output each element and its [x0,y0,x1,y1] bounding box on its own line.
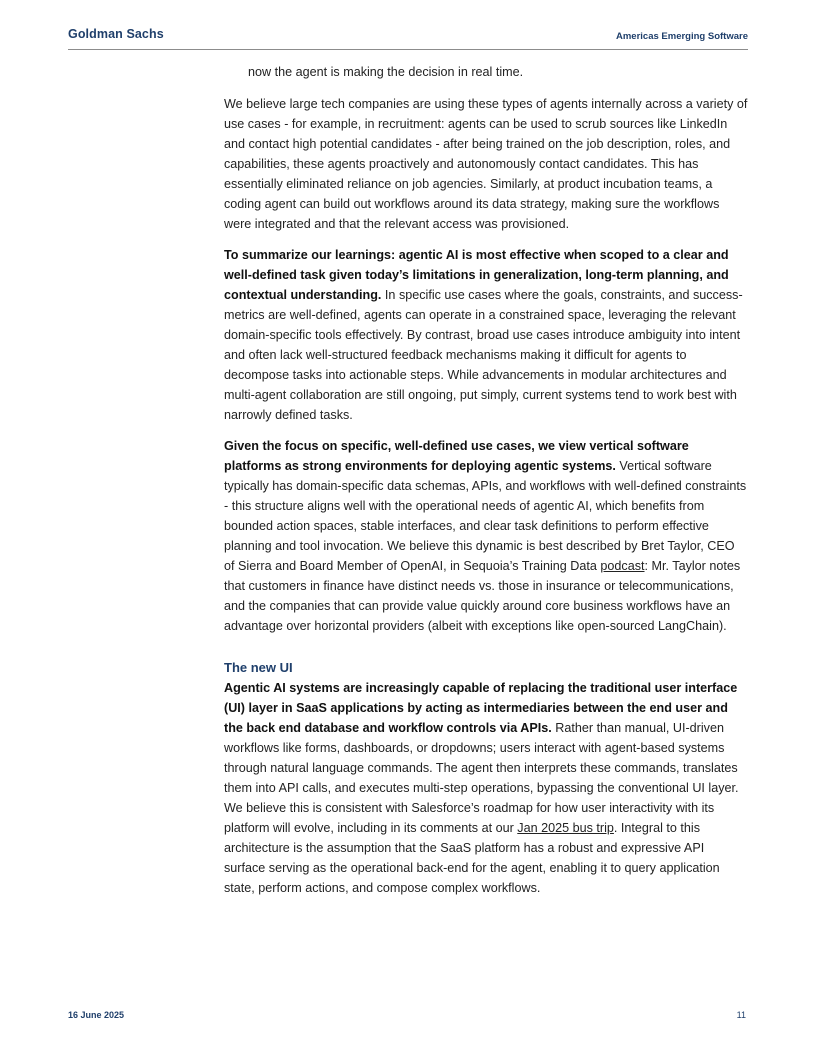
paragraph-vertical-lead: Given the focus on specific, well-defined use cases, we view vertical software platforms as strong environments for deploying agentic systems. [224,439,689,473]
footer-page-number: 11 [736,1010,746,1020]
paragraph-new-ui-lead: Agentic AI systems are increasingly capable of replacing the traditional user interface (UI) layer in SaaS applications by acting as intermediaries between the end user and the back end database and workflow controls via APIs. [224,681,738,735]
paragraph-summary [224,245,748,425]
paragraph-new-ui-text-2: . Integral to this architecture is the assumption that the SaaS platform has a robust and expressive API surface serving as the operational back-end for the agent, enabling it to query application state, perform actions, and compose complex workflows. [224,821,720,895]
paragraph-use-cases: We believe large tech companies are using these types of agents internally across a variety of use cases - for example, in recruitment: agents can be used to scrub sources like LinkedIn and contact high potential candidates - after being trained on the job description, roles, and capabilities, these agents proactively and autonomously contact candidates. This has essentially eliminated reliance on job agencies. Similarly, at product incubation teams, a coding agent can build out workflows around its data strategy, making sure the workflows were integrated and that the relevant access was provisioned. [224,97,748,231]
paragraph-summary-lead: To summarize our learnings: agentic AI is most effective when scoped to a clear and well-defined task given today’s limitations in generalization, long-term planning, and contextual understanding. [224,248,729,302]
header-brand-logo: Goldman Sachs [68,27,164,41]
header-section-title: Americas Emerging Software [616,31,748,42]
document-body [224,62,748,909]
paragraph-vertical-text-1: Vertical software typically has domain-specific data schemas, APIs, and workflows with well-defined constraints - this structure aligns well with the operational needs of agentic AI, which benefits from bounded action spaces, stable interfaces, and clear task definitions to perform effective planning and tool invocation. We believe this dynamic is best described by Bret Taylor, CEO of Sierra and Board Member of OpenAI, in Sequoia’s Training Data [224,459,747,573]
continuation-line: now the agent is making the decision in real time. [248,65,524,79]
footer-date: 16 June 2025 [68,1010,125,1020]
bus-trip-link[interactable]: Jan 2025 bus trip [517,821,614,835]
paragraph-summary-text: In specific use cases where the goals, constraints, and success-metrics are well-defined, agents can operate in a constrained space, leveraging the relevant domain-specific tools effectively. By contrast, broad use cases introduce ambiguity into intent and often lack well-structured feedback mechanisms making it difficult for agents to decompose tasks into actionable steps. While advancements in modular architectures and multi-agent collaboration are still ongoing, put simply, current systems tend to work best with narrowly defined tasks. [224,288,743,422]
header-divider [68,49,748,50]
paragraph-vertical-text-2: : Mr. Taylor notes that customers in finance have distinct needs vs. those in insurance or telecommunications, and the companies that can provide value quickly around core business workflows have an advantage over horizontal providers (albeit with exceptions like open-sourced LangChain). [224,559,741,633]
section-heading-new-ui: The new UI [224,660,293,675]
paragraph-new-ui-text-1: Rather than manual, UI-driven workflows like forms, dashboards, or dropdowns; users interact with agent-based systems through natural language commands. The agent then interprets these commands, translates them into API calls, and executes multi-step operations, bypassing the conventional UI layer. We believe this is consistent with Salesforce’s roadmap for how user interactivity with its platform will evolve, including in its comments at our [224,721,739,835]
paragraph-vertical-software [224,436,748,636]
paragraph-new-ui [224,678,748,898]
podcast-link[interactable]: podcast [600,559,645,573]
